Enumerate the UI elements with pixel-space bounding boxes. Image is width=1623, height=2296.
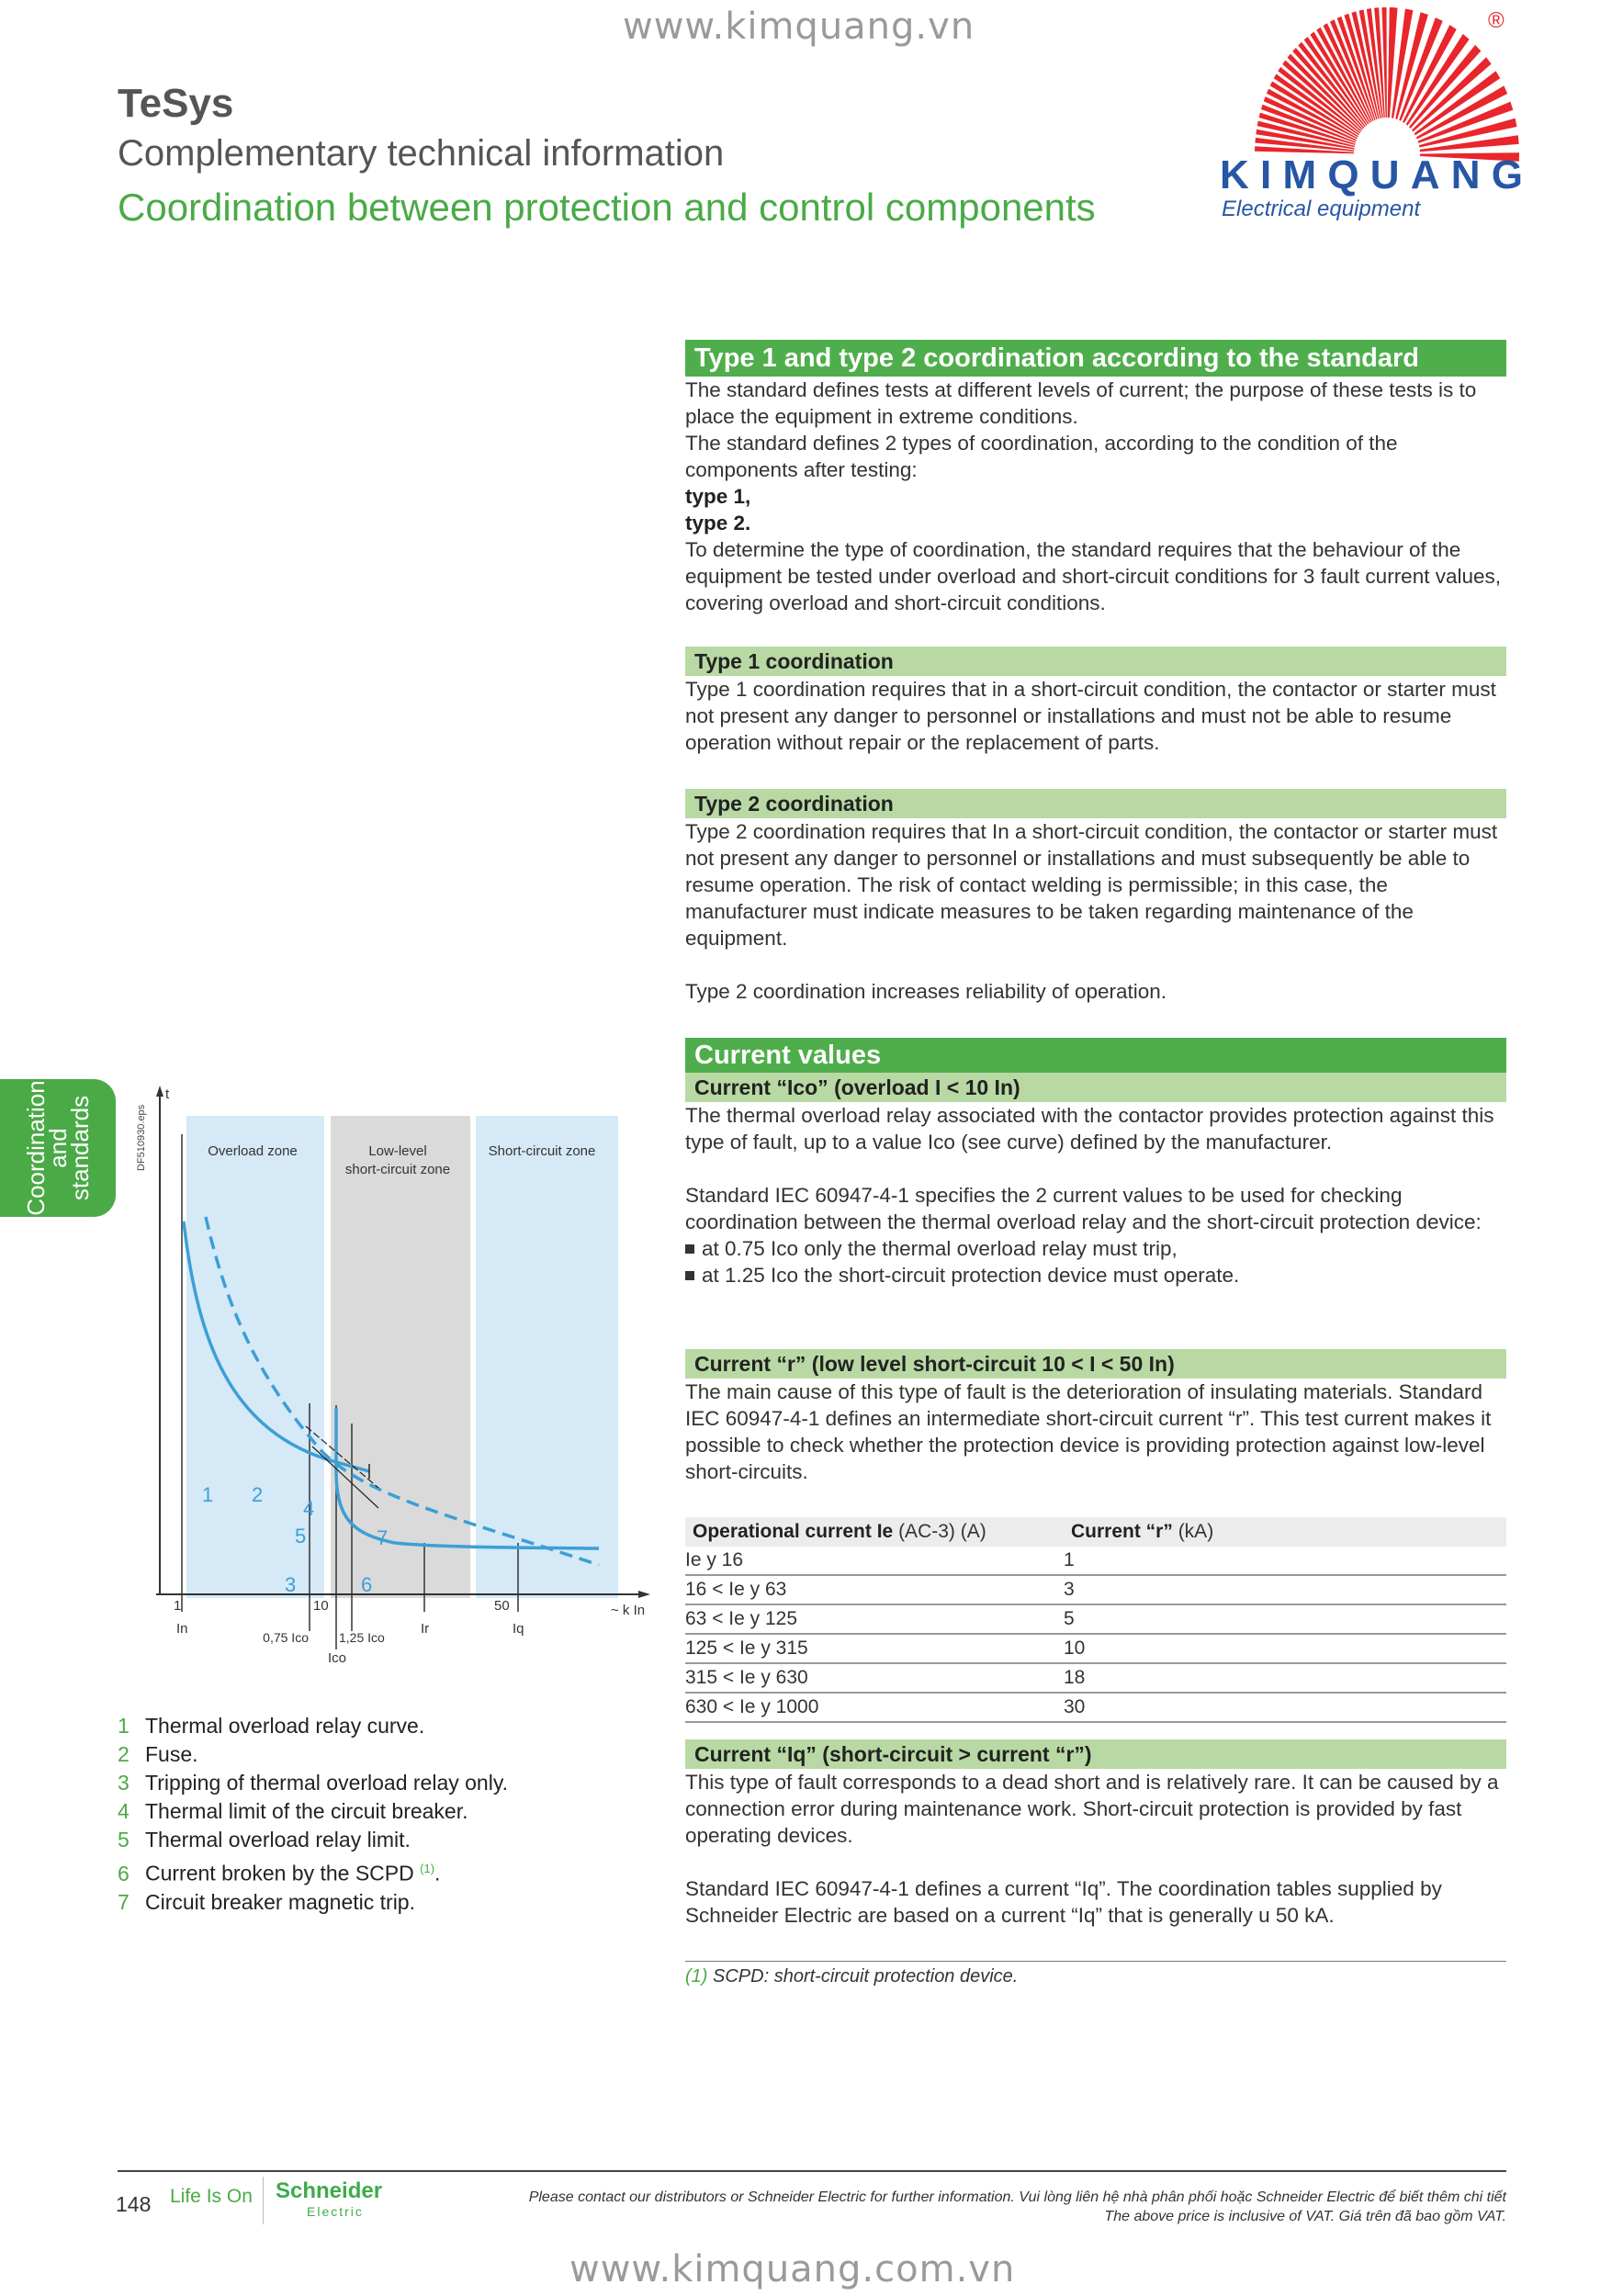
diagram-legend (118, 1712, 508, 1917)
paragraph: Type 2 coordination increases reliability of operation. (685, 980, 1167, 1003)
legend-text: Current broken by the SCPD (145, 1861, 414, 1885)
time-current-curves (129, 1084, 661, 1671)
paragraph: Type 1 coordination requires that in a short-circuit condition, the contactor or starter must not present any danger to personnel or installations and must not be able to resume operation without repair or the replacement of parts. (685, 678, 1496, 754)
type-2-label: type 2. (685, 512, 751, 535)
kimquang-logo (1212, 0, 1534, 225)
tick-label-50: 50 (494, 1598, 510, 1614)
subsection-heading: Current “Iq” (short-circuit > current “r”) (685, 1739, 1506, 1769)
marker-label-in: In (176, 1621, 188, 1637)
legend-text: Thermal limit of the circuit breaker. (145, 1799, 468, 1823)
sunburst-logo-icon (1212, 0, 1534, 225)
side-tab-line: Coordination (22, 1080, 50, 1216)
marker-label-iq: Iq (513, 1621, 524, 1637)
legend-item (118, 1769, 508, 1797)
side-tab-line: standards (66, 1095, 94, 1201)
current-r-cell: 5 (1064, 1604, 1506, 1634)
table-row (685, 1693, 1506, 1722)
paragraph: Standard IEC 60947-4-1 defines a current “Iq”. The coordination tables supplied by Schneider Electric are based on a current “Iq” that is generally u 50 kA. (685, 1877, 1442, 1927)
marker-label-125-ico: 1,25 Ico (339, 1630, 385, 1645)
page-subtitle: Complementary technical information (118, 133, 725, 174)
paragraph: This type of fault corresponds to a dead short and is relatively rare. It can be caused by a connection error during maintenance work. Short-circuit protection is provided by fast operating devices. (685, 1771, 1499, 1847)
bullet-item: at 1.25 Ico the short-circuit protection device must operate. (685, 1262, 1506, 1289)
footnote-ref: (1) (420, 1862, 435, 1875)
table-row (685, 1663, 1506, 1693)
section-type2 (685, 789, 1506, 1005)
section-heading: Type 1 and type 2 coordination according to the standard (685, 340, 1506, 377)
bullet-icon (685, 1271, 694, 1280)
legend-item (118, 1712, 508, 1740)
curve-label: 6 (361, 1573, 373, 1596)
coordination-diagram (129, 1084, 661, 1671)
zone-label: short-circuit zone (344, 1162, 451, 1177)
legend-item (118, 1740, 508, 1769)
legend-text: Fuse. (145, 1742, 198, 1766)
table-row (685, 1547, 1506, 1575)
side-tab-coordination[interactable] (0, 1079, 116, 1217)
schneider-logo: Schneider Electric (276, 2178, 383, 2219)
section-title: Coordination between protection and control components (118, 186, 1096, 229)
column-header: Current “r” (kA) (1064, 1517, 1506, 1547)
type-1-label: type 1, (685, 485, 751, 508)
column-header: Operational current Ie (AC-3) (A) (685, 1517, 1064, 1547)
footnote: (1) SCPD: short-circuit protection device. (685, 1966, 1019, 1986)
legend-number: 4 (118, 1799, 130, 1823)
logo-tagline: Electrical equipment (1222, 197, 1421, 221)
page-number: 148 (116, 2192, 152, 2216)
side-tab-line: and (44, 1128, 72, 1168)
y-axis-arrow-icon (156, 1086, 163, 1097)
curve-label: 1 (202, 1483, 214, 1506)
operational-current-cell: Ie y 16 (685, 1547, 1064, 1575)
tick-label-10: 10 (313, 1598, 329, 1614)
curve-label: 5 (295, 1525, 307, 1548)
footer-divider (118, 2170, 1506, 2172)
brand-title: TeSys (118, 81, 234, 126)
legend-number: 3 (118, 1771, 130, 1795)
subsection-heading: Current “Ico” (overload I < 10 In) (685, 1073, 1506, 1102)
zone-short-circuit (476, 1116, 618, 1598)
logo-name: KIMQUANG (1220, 152, 1523, 197)
legend-item (118, 1888, 508, 1917)
paragraph: The standard defines 2 types of coordination, according to the condition of the components after testing: (685, 432, 1398, 481)
operational-current-cell: 315 < Ie y 630 (685, 1663, 1064, 1693)
file-label: DF510930.eps (136, 1104, 147, 1171)
curve-label: 4 (303, 1497, 315, 1520)
bullet-item: at 0.75 Ico only the thermal overload relay must trip, (685, 1235, 1506, 1262)
legend-number: 1 (118, 1714, 130, 1738)
zone-label: Low-level (368, 1143, 427, 1159)
zone-label: Short-circuit zone (488, 1143, 596, 1159)
legend-number: 6 (118, 1861, 130, 1885)
legend-item: 6 Current broken by the SCPD $^{(1)}$. (118, 1854, 508, 1888)
operational-current-cell: 125 < Ie y 315 (685, 1634, 1064, 1663)
paragraph: Standard IEC 60947-4-1 specifies the 2 current values to be used for checking coordination between the thermal overload relay and the short-circuit protection device: (685, 1184, 1482, 1233)
paragraph: To determine the type of coordination, the standard requires that the behaviour of the equipment be tested under overload and short-circuit conditions for 3 fault current values, covering overload and short-circuit conditions. (685, 538, 1502, 614)
operational-current-cell: 63 < Ie y 125 (685, 1604, 1064, 1634)
marker-label-ir: Ir (421, 1621, 430, 1637)
current-r-cell: 10 (1064, 1634, 1506, 1663)
life-is-on-logo: Life Is On (170, 2186, 253, 2207)
current-r-cell: 18 (1064, 1663, 1506, 1693)
legend-number: 5 (118, 1828, 130, 1851)
section-type1 (685, 647, 1506, 756)
legend-text: Circuit breaker magnetic trip. (145, 1889, 415, 1914)
section-current-values (685, 1038, 1506, 1289)
current-r-cell: 1 (1064, 1547, 1506, 1575)
table-row (685, 1604, 1506, 1634)
legend-number: 7 (118, 1889, 130, 1914)
marker-label-075-ico: 0,75 Ico (263, 1630, 309, 1645)
current-r-cell: 3 (1064, 1575, 1506, 1604)
curve-label: 7 (377, 1526, 389, 1549)
current-r-cell: 30 (1064, 1693, 1506, 1722)
table-row (685, 1575, 1506, 1604)
paragraph: Type 2 coordination requires that In a short-circuit condition, the contactor or starter must not present any danger to personnel or installations and must subsequently be able to resume operation. The risk of contact welding is permissible; in this case, the manufacturer must indicate measures to be taken regarding maintenance of the equipment. (685, 820, 1498, 950)
footnote-divider (685, 1961, 1506, 1962)
subsection-heading: Type 2 coordination (685, 789, 1506, 818)
x-axis-arrow-icon (638, 1591, 650, 1598)
legend-text: Thermal overload relay curve. (145, 1714, 425, 1738)
x-axis-label: ~ k In (611, 1603, 646, 1618)
curve-label: 2 (252, 1483, 264, 1506)
registered-mark: ® (1488, 8, 1505, 33)
bullet-icon (685, 1244, 694, 1254)
footer-note: Please contact our distributors or Schneider Electric for further information. Vui lòng liên hệ nhà phân phối hoặc Schneider Electric để biết thêm chi tiết The above price is inclusive of VAT. Giá trên đã bao gồm VAT. (528, 2189, 1506, 2224)
marker-label-ico: Ico (327, 1650, 347, 1666)
operational-current-cell: 16 < Ie y 63 (685, 1575, 1064, 1604)
paragraph: The main cause of this type of fault is the deterioration of insulating materials. Standard IEC 60947-4-1 defines an intermediate short-circuit current “r”. This test current makes it possible to check whether the protection device is providing protection against low-level short-circuits. (685, 1380, 1492, 1483)
subsection-heading: Type 1 coordination (685, 647, 1506, 676)
current-r-table (685, 1517, 1506, 1723)
y-axis-label: t (165, 1086, 170, 1102)
watermark-bottom: www.kimquang.com.vn (569, 2248, 1016, 2290)
table-row (685, 1634, 1506, 1663)
section-heading: Current values (685, 1038, 1506, 1073)
curve-label: 3 (285, 1573, 297, 1596)
footer-separator (263, 2177, 264, 2224)
watermark-top: www.kimquang.vn (623, 6, 975, 48)
legend-item (118, 1797, 508, 1826)
paragraph: The thermal overload relay associated with the contactor provides protection against this type of fault, up to a value Ico (see curve) defined by the manufacturer. (685, 1104, 1494, 1154)
zone-label: Overload zone (208, 1143, 298, 1159)
legend-text: Thermal overload relay limit. (145, 1828, 411, 1851)
section-coordination-standard (685, 340, 1506, 616)
legend-number: 2 (118, 1742, 130, 1766)
legend-item (118, 1826, 508, 1854)
table-header-row (685, 1517, 1506, 1547)
section-current-r (685, 1349, 1506, 1485)
operational-current-cell: 630 < Ie y 1000 (685, 1693, 1064, 1722)
paragraph: The standard defines tests at different levels of current; the purpose of these tests is to place the equipment in extreme conditions. (685, 378, 1477, 428)
legend-text: Tripping of thermal overload relay only. (145, 1771, 509, 1795)
subsection-heading: Current “r” (low level short-circuit 10 < I < 50 In) (685, 1349, 1506, 1379)
section-current-iq (685, 1739, 1506, 1929)
tick-label-1: 1 (174, 1598, 182, 1614)
